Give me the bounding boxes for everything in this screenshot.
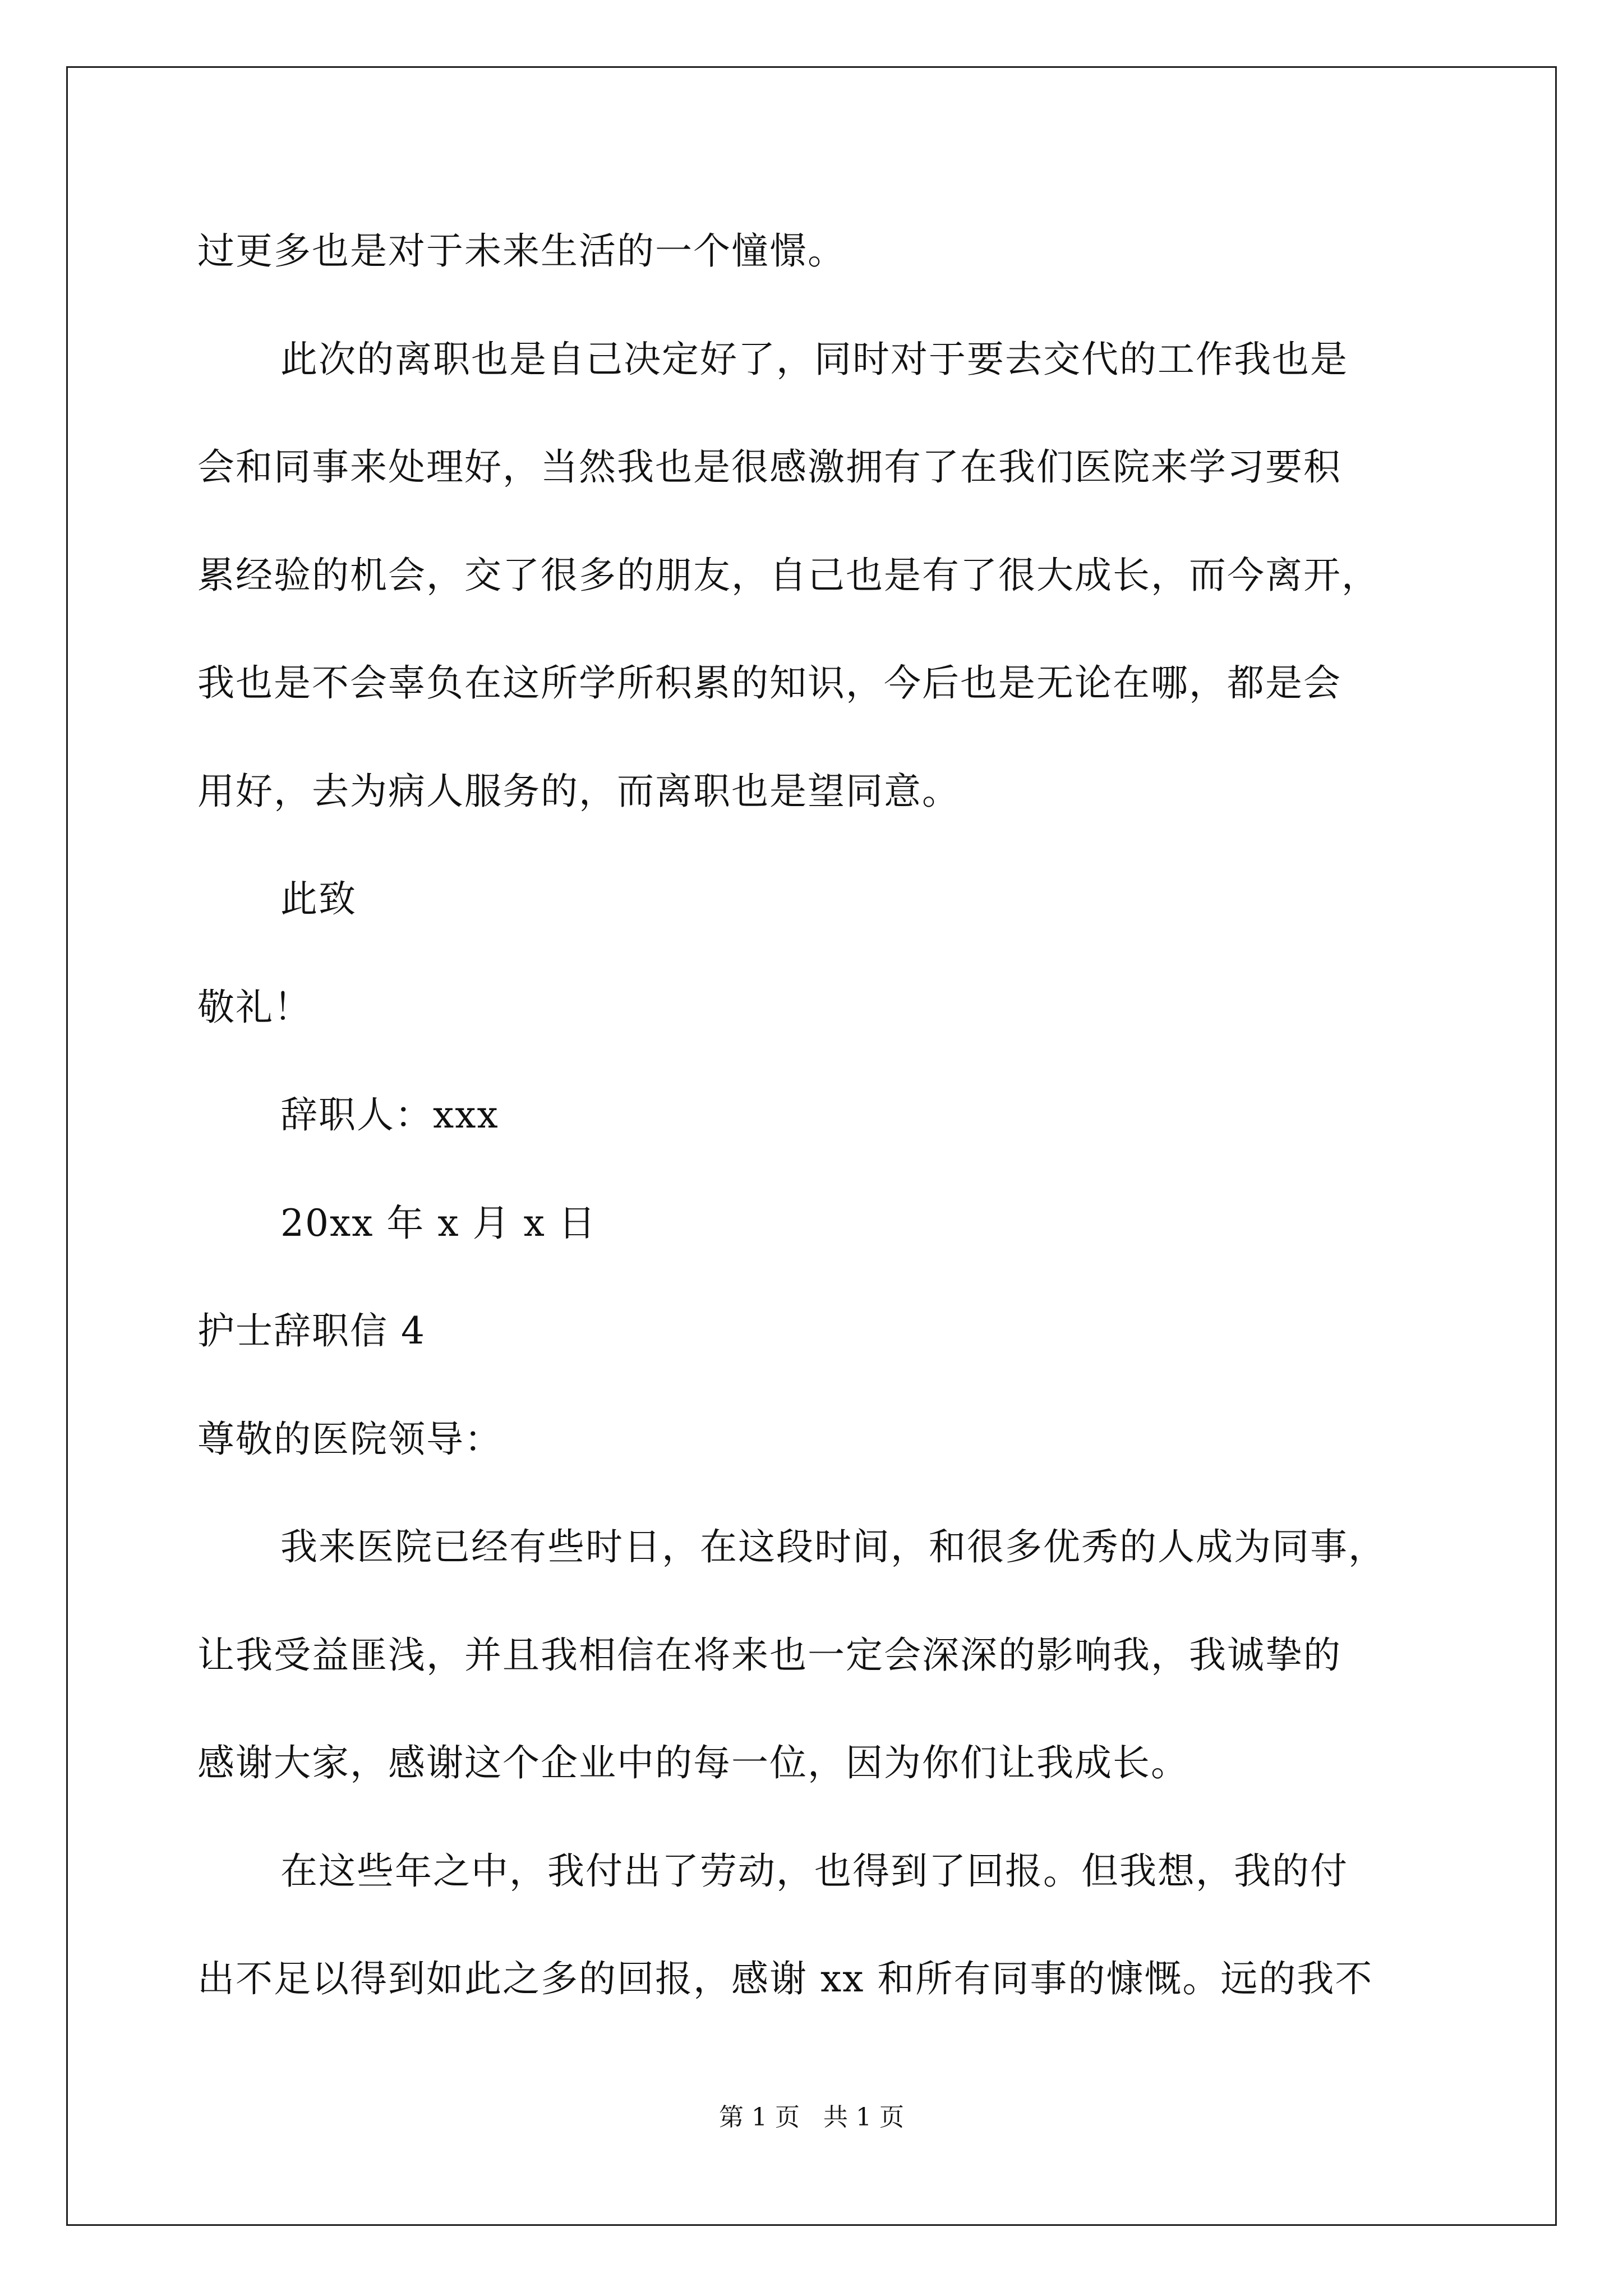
greeting-line: 尊敬的医院领导： — [197, 1418, 502, 1461]
section-title: 护士辞职信 4 — [197, 1309, 426, 1352]
text-line: 累经验的机会，交了很多的朋友，自己也是有了很大成长，而今离开， — [197, 554, 1380, 597]
text-line: 我来医院已经有些时日，在这段时间，和很多优秀的人成为同事， — [280, 1525, 1386, 1568]
closing-salutation: 此致 — [280, 877, 357, 921]
text-line: 过更多也是对于未来生活的一个憧憬。 — [197, 229, 846, 273]
page-footer: 第 1 页 共 1 页 — [719, 2103, 904, 2132]
text-line: 用好，去为病人服务的，而离职也是望同意。 — [197, 770, 960, 813]
text-line: 我也是不会辜负在这所学所积累的知识，今后也是无论在哪，都是会 — [197, 661, 1341, 705]
signature-line: 辞职人：xxx — [280, 1093, 499, 1137]
text-line: 在这些年之中，我付出了劳动，也得到了回报。但我想，我的付 — [280, 1849, 1348, 1893]
text-line: 出不足以得到如此之多的回报，感谢 xx 和所有同事的慷慨。远的我不 — [197, 1957, 1373, 2000]
date-line: 20xx 年 x 月 x 日 — [280, 1202, 597, 1245]
text-line: 感谢大家，感谢这个企业中的每一位，因为你们让我成长。 — [197, 1741, 1189, 1784]
text-line: 让我受益匪浅，并且我相信在将来也一定会深深的影响我，我诚挚的 — [197, 1634, 1341, 1677]
text-line: 此次的离职也是自己决定好了，同时对于要去交代的工作我也是 — [280, 338, 1348, 381]
page-border — [66, 66, 1557, 2226]
closing-regards: 敬礼！ — [197, 986, 312, 1029]
text-line: 会和同事来处理好，当然我也是很感激拥有了在我们医院来学习要积 — [197, 445, 1341, 489]
